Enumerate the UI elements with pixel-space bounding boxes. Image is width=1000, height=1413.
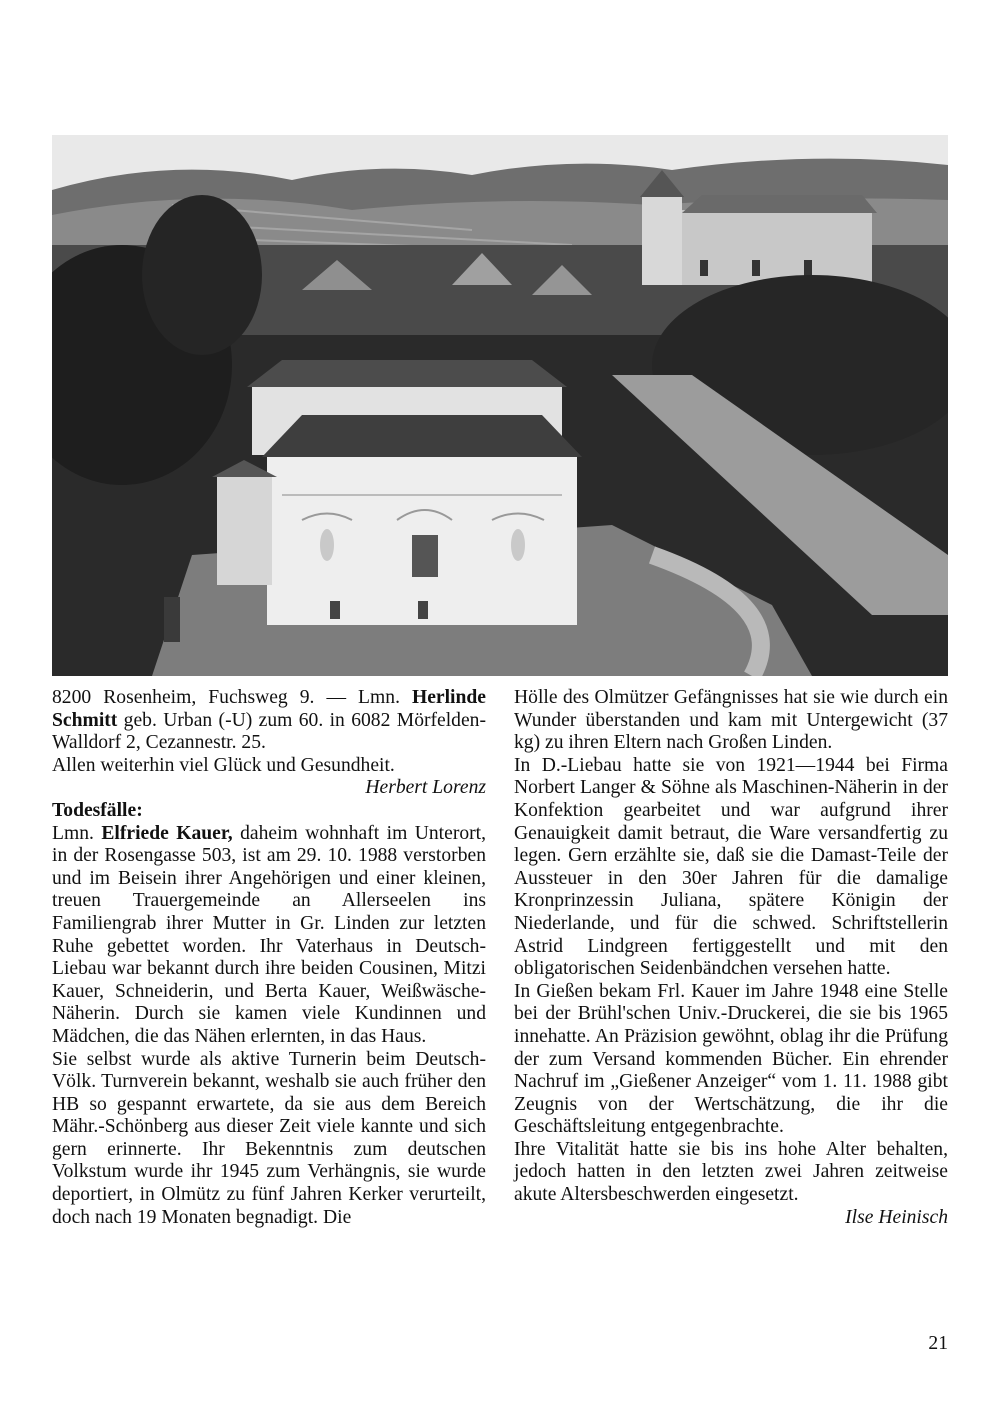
obituary-paragraph-6: Ihre Vitalität hatte sie bis ins hohe Alter behalten, jedoch hatten in den letzten zwei Jahren zeitweise akute Altersbeschwerden eingesetzt. bbox=[514, 1138, 948, 1206]
obituary-paragraph-5: In Gießen bekam Frl. Kauer im Jahre 1948 eine Stelle bei der Brühl'schen Univ.-Druckerei, die sie bis 1965 innehatte. An Präzision gewöhnt, oblag ihr die Prüfung der zum Versand kommenden Bücher. Ein ehrender Nachruf im „Gießener Anzeiger“ vom 1. 11. 1988 gibt Zeugnis von der Wertschätzung, die ihr die Geschäftsleitung entgegenbrachte. bbox=[514, 980, 948, 1138]
villa-photo-illustration bbox=[52, 135, 948, 676]
obituary-paragraph-2: Sie selbst wurde als aktive Turnerin beim Deutsch-Völk. Turnverein bekannt, weshalb sie auch früher den HB so gespannt erwartete, da sie aus dem Bereich Mähr.-Schönberg aus dieser Zeit viele kannte und sich gern erinnerte. Ihr Bekenntnis zum deutschen Volkstum wurde ihr 1945 zum Verhängnis, sie wurde deportiert, in Olmütz zu fünf Jahren Kerker verurteilt, doch nach 19 Monaten begnadigt. Die bbox=[52, 1048, 486, 1228]
historic-photo bbox=[52, 135, 948, 676]
signature-ilse-heinisch: Ilse Heinisch bbox=[845, 1206, 948, 1228]
page-number: 21 bbox=[928, 1333, 948, 1354]
obituary-prefix: Lmn. bbox=[52, 822, 102, 844]
signature-herbert-lorenz: Herbert Lorenz bbox=[365, 777, 486, 799]
obituary-paragraph-1 bbox=[52, 823, 486, 1049]
birthday-name: Herlinde Schmitt bbox=[52, 687, 486, 731]
left-column bbox=[52, 687, 486, 1229]
obituary-text: daheim wohnhaft im Unterort, in der Rosengasse 503, ist am 29. 10. 1988 verstorben und im Beisein ihrer Angehörigen und einer kleinen, treuen Trauergemeinde an Allerseelen ins Familiengrab ihrer Mutter in Gr. Linden zur letzten Ruhe gebettet worden. Ihr Vaterhaus in Deutsch-Liebau war bekannt durch ihre beiden Cousinen, Mitzi Kauer, Schneiderin, und Berta Kauer, Weißwäsche-Näherin. Durch sie kamen viele Kundinnen und Mädchen, die das Nähen erlernten, in das Haus. bbox=[52, 822, 487, 1047]
obituary-name: Elfriede Kauer, bbox=[101, 822, 233, 844]
right-column bbox=[514, 687, 948, 1229]
wishes-text: Allen weiterhin viel Glück und Gesundheit. bbox=[52, 754, 395, 776]
birthday-text-start: 8200 Rosenheim, Fuchsweg 9. — Lmn. bbox=[52, 687, 412, 708]
obituary-paragraph-4: In D.-Liebau hatte sie von 1921—1944 bei Firma Norbert Langer & Söhne als Maschinen-Näherin in der Konfektion gearbeitet und war aufgrund ihrer Genauigkeit damit betraut, die Ware versandfertig zu legen. Gern erzählte sie, daß sie die Damast-Teile der Aussteuer in den 30er Jahren für die damalige Kronprinzessin Juliana, spätere Königin der Niederlande, und für die schwed. Schriftstellerin Astrid Lindgreen fertiggestellt und mit den obligatorischen Seidenbändchen versehen hatte. bbox=[514, 754, 948, 980]
obituary-paragraph-3: Hölle des Olmützer Gefängnisses hat sie wie durch ein Wunder überstanden und kam mit Untergewicht (37 kg) zu ihren Eltern nach Großen Linden. bbox=[514, 687, 948, 754]
birthday-notice bbox=[52, 687, 486, 755]
birthday-text-end: geb. Urban (-U) zum 60. in 6082 Mörfelden-Walldorf 2, Cezannestr. 25. bbox=[52, 709, 486, 754]
deaths-heading: Todesfälle: bbox=[52, 799, 143, 821]
